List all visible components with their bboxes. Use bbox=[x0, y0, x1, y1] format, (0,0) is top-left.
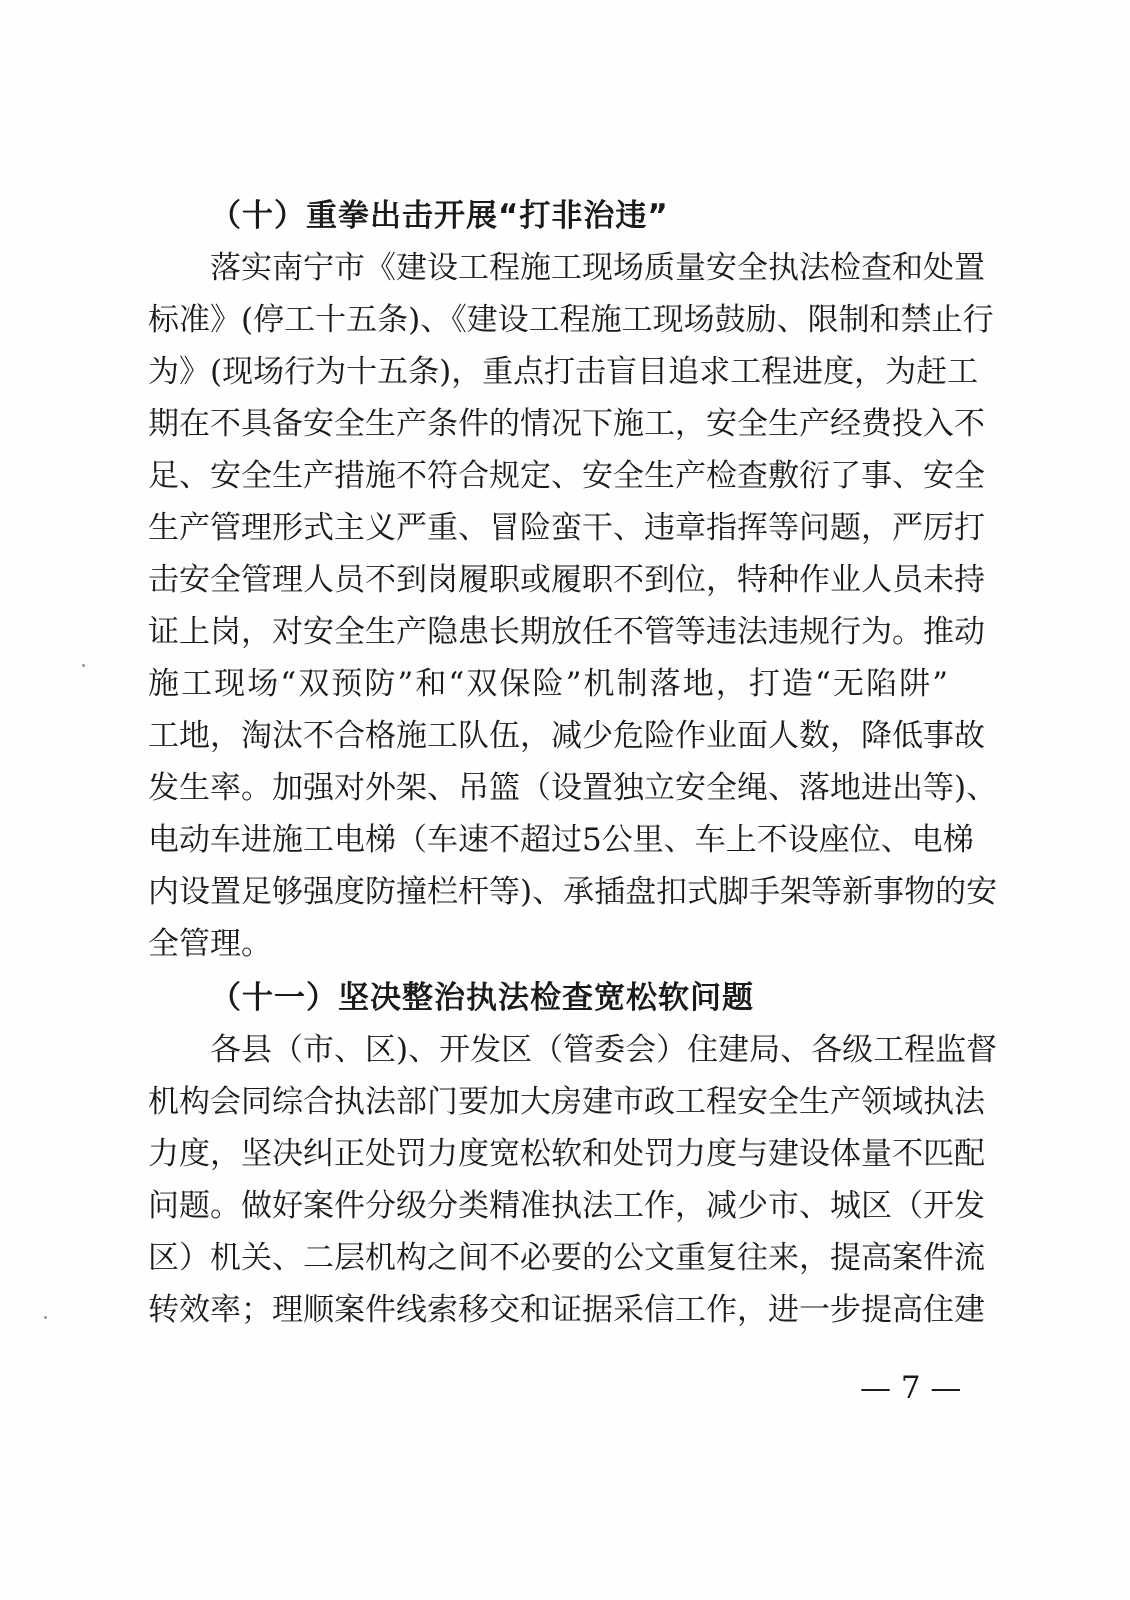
section-10-line-13: 内设置足够强度防撞栏杆等)、承插盘扣式脚手架等新事物的安 bbox=[148, 874, 998, 910]
section-10-line-1: 落实南宁市《建设工程施工现场质量安全执法检查和处置 bbox=[210, 250, 985, 286]
scan-speck bbox=[44, 1316, 47, 1319]
section-10-line-10: 工地，淘汰不合格施工队伍，减少危险作业面人数，降低事故 bbox=[148, 718, 985, 754]
section-10-line-12: 电动车进施工电梯（车速不超过5公里、车上不设座位、电梯 bbox=[148, 822, 974, 858]
section-11-line-3: 力度，坚决纠正处罚力度宽松软和处罚力度与建设体量不匹配 bbox=[148, 1136, 985, 1172]
section-10-line-6: 生产管理形式主义严重、冒险蛮干、违章指挥等问题，严厉打 bbox=[148, 510, 985, 546]
section-11-line-5: 区）机关、二层机构之间不必要的公文重复往来，提高案件流 bbox=[148, 1240, 985, 1276]
section-11-line-6: 转效率；理顺案件线索移交和证据采信工作，进一步提高住建 bbox=[148, 1292, 985, 1328]
section-10-line-14: 全管理。 bbox=[148, 926, 272, 962]
section-10-line-8: 证上岗，对安全生产隐患长期放任不管等违法违规行为。推动 bbox=[148, 614, 985, 650]
page-number: — 7 — bbox=[860, 1370, 962, 1406]
section-10-heading: （十）重拳出击开展“打非治违” bbox=[210, 198, 669, 234]
section-10-line-4: 期在不具备安全生产条件的情况下施工，安全生产经费投入不 bbox=[148, 406, 985, 442]
section-11-line-4: 问题。做好案件分级分类精准执法工作，减少市、城区（开发 bbox=[148, 1188, 985, 1224]
section-11-heading: （十一）坚决整治执法检查宽松软问题 bbox=[210, 980, 754, 1016]
section-10-line-2: 标准》(停工十五条)、《建设工程施工现场鼓励、限制和禁止行 bbox=[148, 302, 994, 338]
section-11-line-2: 机构会同综合执法部门要加大房建市政工程安全生产领域执法 bbox=[148, 1084, 985, 1120]
section-10-line-11: 发生率。加强对外架、吊篮（设置独立安全绳、落地进出等)、 bbox=[148, 770, 998, 806]
section-10-line-3: 为》(现场行为十五条)，重点打击盲目追求工程进度，为赶工 bbox=[148, 354, 979, 390]
section-10-line-9: 施工现场“双预防”和“双保险”机制落地，打造“无陷阱” bbox=[148, 666, 948, 702]
section-10-line-5: 足、安全生产措施不符合规定、安全生产检查敷衍了事、安全 bbox=[148, 458, 985, 494]
section-10-line-7: 击安全管理人员不到岗履职或履职不到位，特种作业人员未持 bbox=[148, 562, 985, 598]
scan-speck bbox=[82, 664, 85, 667]
section-11-line-1: 各县（市、区)、开发区（管委会）住建局、各级工程监督 bbox=[210, 1032, 998, 1068]
